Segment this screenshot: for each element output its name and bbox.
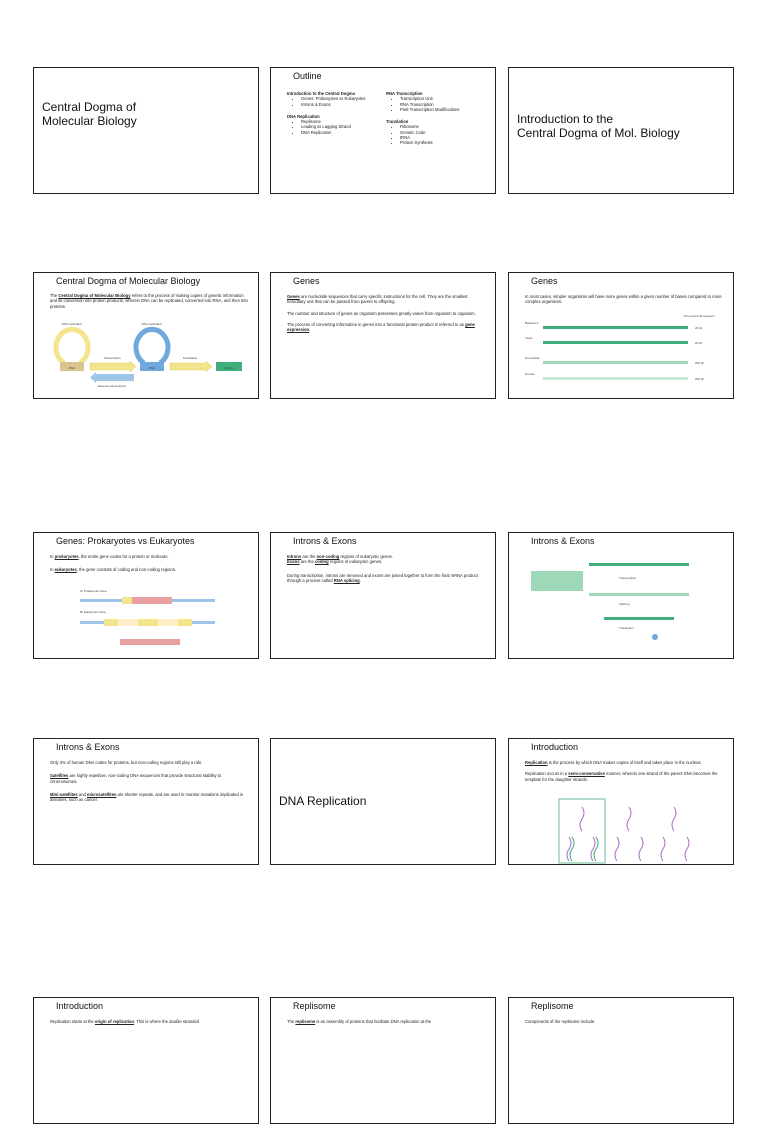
transcription-arrow bbox=[90, 361, 136, 372]
slide-central-dogma-diagram[interactable] bbox=[33, 272, 259, 399]
segment-size: 20 kb bbox=[695, 326, 703, 330]
slide-introns-exons-noncoding[interactable] bbox=[33, 738, 259, 865]
outline-item: • RNA Transcription bbox=[400, 102, 486, 107]
mrna-product bbox=[120, 639, 180, 645]
eukaryotic-gene-label: B) Eukaryotic Gene bbox=[80, 610, 107, 614]
yeast-row bbox=[525, 336, 703, 345]
slide-replisome-components[interactable] bbox=[508, 997, 734, 1124]
outline-item: • tRNA bbox=[400, 135, 486, 140]
coding-region bbox=[132, 597, 172, 604]
translation-arrow bbox=[170, 361, 212, 372]
rna-replication-arrow bbox=[136, 329, 168, 363]
slide-outline[interactable] bbox=[270, 67, 496, 194]
pre-mrna bbox=[589, 593, 689, 596]
slide-body: The replisome is an assembly of proteins that facilitate DNA replication at the bbox=[287, 1019, 432, 1024]
slide-genes-definition[interactable] bbox=[270, 272, 496, 399]
slide-title-central-dogma[interactable] bbox=[33, 67, 259, 194]
slide-body: Only 3% of human DNA codes for proteins, but non-coding regions still play a role. Satellites are highly repetitive, non-coding DNA sequences that provide structural stability to chromosomes. Mini-satellites and microsatellites are shorter repeats, and are used to monitor mutations implicated in diseases, such as cancer. bbox=[50, 760, 244, 803]
exon bbox=[178, 619, 192, 626]
mature-mrna bbox=[604, 617, 674, 620]
outline-item: • Introns & Exons bbox=[301, 102, 387, 107]
human-row bbox=[525, 372, 704, 381]
outline-item: • Genetic Code bbox=[400, 130, 486, 135]
outline-item: • Post-Transcription Modifications bbox=[400, 107, 486, 112]
organism-label: Drosophila bbox=[525, 356, 540, 360]
organism-label: Bacterium bbox=[525, 321, 539, 325]
segment-size: 200 kb bbox=[695, 361, 705, 365]
title-line-2: Molecular Biology bbox=[42, 114, 137, 128]
reverse-transcription-arrow bbox=[90, 372, 134, 383]
slide-replication-origin[interactable] bbox=[33, 997, 259, 1124]
slide-heading: Introns & Exons bbox=[56, 742, 120, 752]
segment-size: 200 kb bbox=[695, 377, 705, 381]
title-line-1: Introduction to the bbox=[517, 112, 614, 126]
intron bbox=[118, 619, 138, 626]
outline-heading: Introduction to the Central Dogma bbox=[287, 91, 355, 96]
protein-icon bbox=[652, 634, 658, 640]
outline-item: • Leading vs Lagging Strand bbox=[301, 124, 387, 129]
slide-title bbox=[517, 112, 680, 140]
translation-step-label: Translation bbox=[619, 626, 634, 630]
slide-heading: Introduction bbox=[56, 1001, 104, 1011]
slide-body: Genes are nucleotide sequences that carry specific instructions for the cell. They are the smallest hereditary unit that can be passed from parent to offspring. The number and structure of genes an organism possesses greatly varies from organism to organism. The process of converting information in genes into a functional protein product is referred to as gene expression. bbox=[287, 294, 476, 333]
slide-heading: Introns & Exons bbox=[293, 536, 357, 546]
slide-genes-density[interactable] bbox=[508, 272, 734, 399]
slide-heading: Replisome bbox=[531, 1001, 574, 1011]
dna-replication-label: DNA replication bbox=[61, 322, 83, 326]
dna-replication-arrow bbox=[56, 329, 88, 363]
replication-models-figure bbox=[509, 739, 734, 865]
outline-right-column bbox=[386, 89, 486, 146]
gene-track bbox=[543, 326, 688, 329]
slide-heading: Genes: Prokaryotes vs Eukaryotes bbox=[56, 536, 195, 546]
slide-heading: Introduction bbox=[531, 742, 579, 752]
slide-title: DNA Replication bbox=[279, 794, 367, 808]
gene-structure-figure bbox=[34, 533, 259, 659]
exon bbox=[138, 619, 158, 626]
slide-title bbox=[42, 100, 137, 128]
segment-size: 20 kb bbox=[695, 341, 703, 345]
outline-heading: Translation bbox=[386, 119, 409, 125]
title-line-2: Central Dogma of Mol. Biology bbox=[517, 126, 680, 140]
intron bbox=[158, 619, 178, 626]
dna-strand bbox=[589, 563, 689, 566]
rna-replication-label: RNA replication bbox=[141, 322, 163, 326]
outline-item: • Genes: Prokaryotes vs Eukaryotes bbox=[301, 96, 387, 101]
outline-heading: DNA Replication bbox=[287, 113, 320, 119]
slide-introns-exons-diagram[interactable] bbox=[508, 532, 734, 659]
slide-body: Replication starts at the origin of replication. This is where the double stranded bbox=[50, 1019, 200, 1024]
slide-body: Components of the replisome include: bbox=[525, 1019, 596, 1024]
gene-density-figure bbox=[509, 273, 734, 399]
outline-heading: RNA Transcription bbox=[386, 91, 423, 96]
outline-item: • Ribosome bbox=[400, 124, 486, 129]
rna-label: RNA bbox=[148, 366, 156, 370]
slide-introns-exons-definition[interactable] bbox=[270, 532, 496, 659]
chromosome-segment-label: Chromosomal segment bbox=[683, 314, 715, 318]
gene-track bbox=[543, 377, 688, 380]
outline-item: • Replisome bbox=[301, 119, 387, 124]
outline-item: • DNA Replication bbox=[301, 130, 387, 135]
central-dogma-diagram bbox=[34, 273, 259, 399]
outline-item: • Transcription Unit bbox=[400, 96, 486, 101]
slide-heading: Outline bbox=[293, 71, 322, 81]
slide-heading: Genes bbox=[531, 276, 558, 286]
organism-label: Yeast bbox=[525, 336, 533, 340]
note-box bbox=[531, 571, 583, 591]
splicing-diagram bbox=[509, 533, 734, 659]
dna-helices bbox=[567, 807, 689, 861]
protein-label: Protein bbox=[224, 366, 234, 370]
promoter bbox=[122, 597, 132, 604]
slide-heading: Central Dogma of Molecular Biology bbox=[56, 276, 201, 286]
slide-intro-central-dogma[interactable] bbox=[508, 67, 734, 194]
reverse-transcription-label: Reverse transcription bbox=[97, 384, 127, 388]
slide-body: Replication is the process by which DNA makes copies of itself and takes place in the nucleus. Replication occurs in a semi-conservative manner, wherein one strand of the parent DNA becomes the template for the daughter strands. bbox=[525, 760, 718, 782]
slide-prokaryotes-vs-eukaryotes[interactable] bbox=[33, 532, 259, 659]
slide-heading: Replisome bbox=[293, 1001, 336, 1011]
slide-body: Introns are the non-coding regions of eukaryotic genes. Exons are the coding regions of eukaryotic genes. During transcription, introns are removed and exons are joined together to form the final mRNA product through a process called RNA splicing. bbox=[287, 554, 478, 583]
slide-section-dna-replication[interactable] bbox=[270, 738, 496, 865]
translation-label: Translation bbox=[182, 356, 198, 360]
organism-label: Human bbox=[525, 372, 535, 376]
exon bbox=[104, 619, 118, 626]
daughter-strands bbox=[570, 837, 598, 861]
gene-track bbox=[543, 341, 688, 344]
prokaryotic-gene-label: A) Prokaryotic Gene bbox=[80, 589, 108, 593]
slide-heading: Genes bbox=[293, 276, 320, 286]
slide-replisome-definition[interactable] bbox=[270, 997, 496, 1124]
slide-heading: Introns & Exons bbox=[531, 536, 595, 546]
slide-body: The Central Dogma of Molecular Biology refers to the process of making copies of genetic information and its conversion into protein products, wherein DNA can be replicated, converted into RNA, and then into proteins. bbox=[50, 293, 248, 309]
title-line-1: Central Dogma of bbox=[42, 100, 137, 114]
transcription-label: Transcription bbox=[103, 356, 121, 360]
drosophila-row bbox=[525, 356, 704, 365]
bacterium-row bbox=[525, 321, 703, 330]
transcription-step-label: Transcription bbox=[619, 576, 637, 580]
outline-left-column bbox=[287, 89, 387, 135]
splicing-step-label: Splicing bbox=[619, 602, 630, 606]
outline-item: • Protein Synthesis bbox=[400, 140, 486, 145]
slide-body: In prokaryotes, the entire gene codes for a protein or molecule. In eukaryotes, the gene consists of coding and non-coding regions. bbox=[50, 554, 176, 573]
slide-body: In most cases, simpler organisms will have more genes within a given number of bases compared to more complex organisms. bbox=[525, 294, 722, 305]
slide-replication-introduction[interactable] bbox=[508, 738, 734, 865]
gene-track bbox=[543, 361, 688, 364]
dna-label: DNA bbox=[68, 366, 76, 370]
